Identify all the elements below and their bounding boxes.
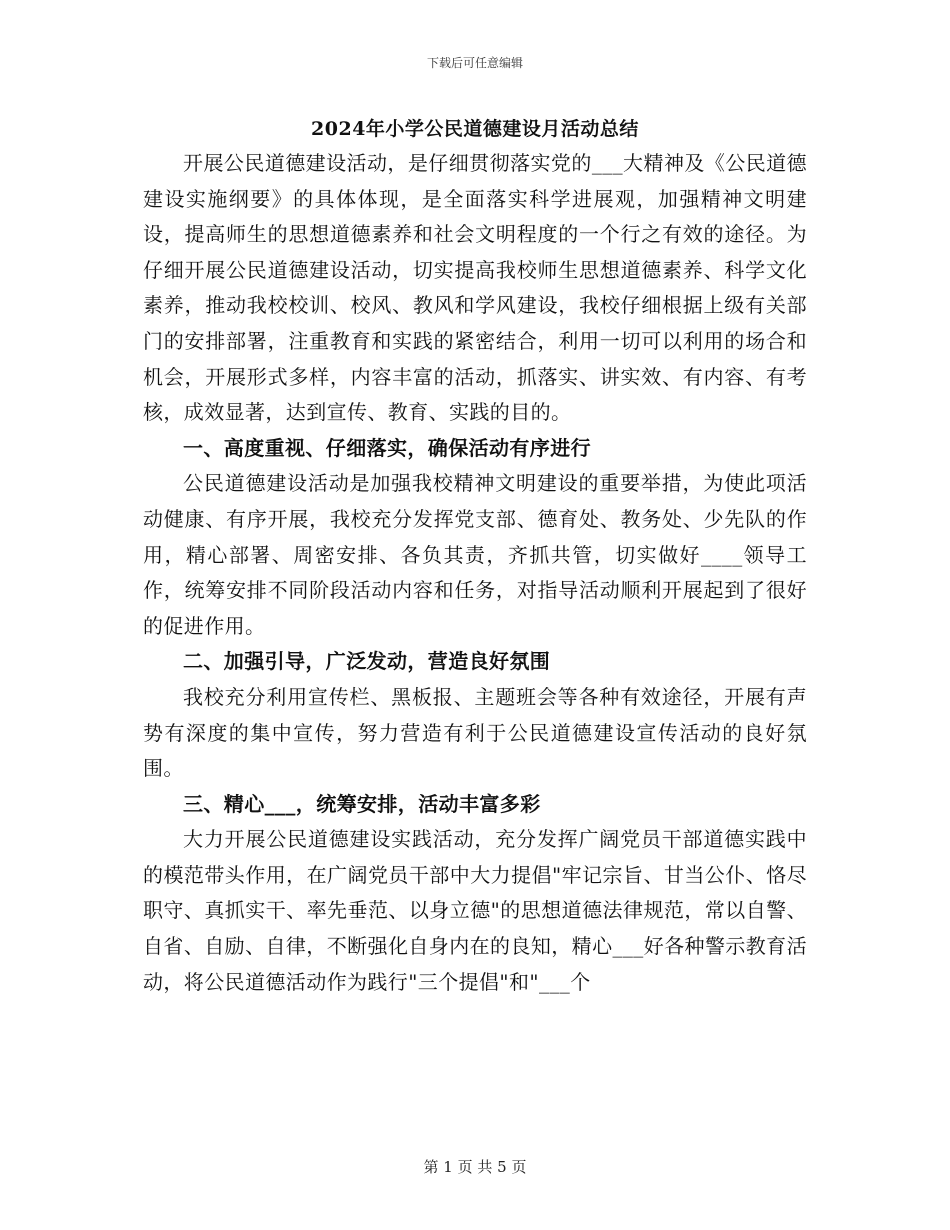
section-paragraph-3: 大力开展公民道德建设实践活动，充分发挥广阔党员干部道德实践中的模范带头作用，在广阔党员干部中大力提倡"牢记宗旨、甘当公仆、恪尽职守、真抓实干、率先垂范、以身立德"的思想道德法律规范，常以自警、自省、自励、自律，不断强化自身内在的良知，精心___好各种警示教育活动，将公民道德活动作为践行"三个提倡"和"___个 — [143, 827, 807, 994]
document-title: 2024年小学公民道德建设月活动总结 — [311, 118, 639, 140]
section-paragraph-1: 公民道德建设活动是加强我校精神文明建设的重要举措，为使此项活动健康、有序开展，我校充分发挥党支部、德育处、教务处、少先队的作用，精心部署、周密安排、各负其责，齐抓共管，切实做好____领导工作，统筹安排不同阶段活动内容和任务，对指导活动顺利开展起到了很好的促进作用。 — [143, 471, 807, 638]
section-heading-1: 一、高度重视、仔细落实，确保活动有序进行 — [183, 435, 591, 460]
section-heading-2: 二、加强引导，广泛发动，营造良好氛围 — [183, 649, 551, 674]
header-note: 下载后可任意编辑 — [426, 56, 523, 70]
intro-paragraph: 开展公民道德建设活动，是仔细贯彻落实党的___大精神及《公民道德建设实施纲要》的具体体现，是全面落实科学进展观，加强精神文明建设，提高师生的思想道德素养和社会文明程度的一个行之有效的途径。为仔细开展公民道德建设活动，切实提高我校师生思想道德素养、科学文化素养，推动我校校训、校风、教风和学风建设，我校仔细根据上级有关部门的安排部署，注重教育和实践的紧密结合，利用一切可以利用的场合和机会，开展形式多样，内容丰富的活动，抓落实、讲实效、有内容、有考核，成效显著，达到宣传、教育、实践的目的。 — [143, 151, 807, 425]
document-body — [143, 146, 807, 1000]
page-number-footer: 第 1 页 共 5 页 — [423, 1158, 527, 1176]
section-paragraph-2: 我校充分利用宣传栏、黑板报、主题班会等各种有效途径，开展有声势有深度的集中宣传，努力营造有利于公民道德建设宣传活动的良好氛围。 — [143, 684, 807, 781]
section-heading-3: 三、精心___，统筹安排，活动丰富多彩 — [183, 791, 541, 816]
